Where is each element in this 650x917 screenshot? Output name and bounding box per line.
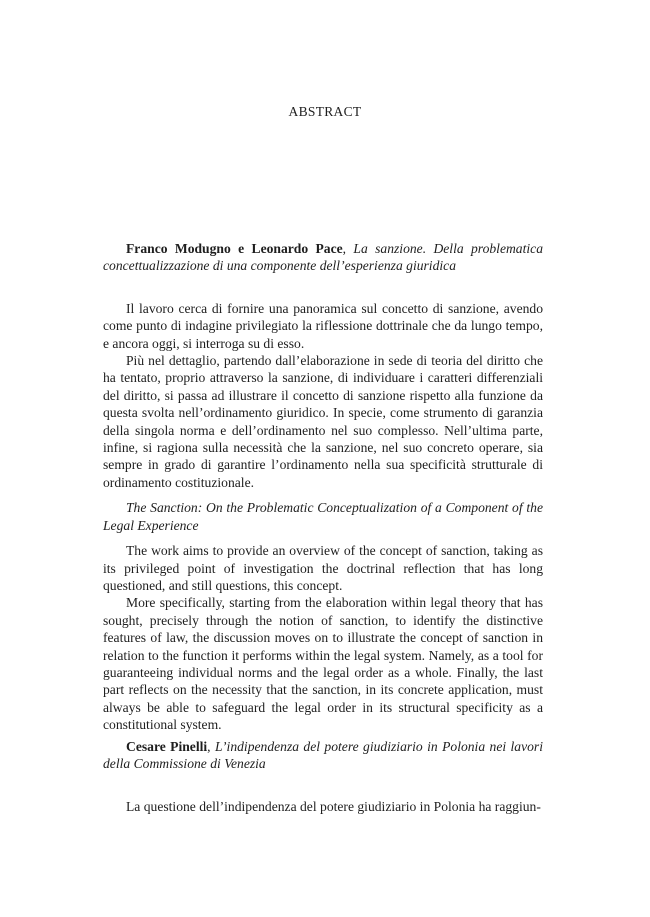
english-paragraph: More specifically, starting from the elaboration within legal theory that has sought, precisely through the notion of sanction, to identify the distinctive features of law, the discussion moves on to illustrate the concept of sanction in relation to the function it performs within the legal system. Namely, as a tool for guaranteeing individual norms and the legal order as a whole. Finally, the last part reflects on the necessity that the sanction, in its concrete application, must always be able to safeguard the legal order in its structural specificity as a constitutional system.	[103, 595, 543, 733]
spacer	[103, 773, 543, 790]
spacer	[103, 292, 543, 300]
entry-work-title: L’indipendenza del potere giudiziario in Polonia nei lavori della Commissione di Venezia	[103, 739, 544, 772]
entry-authors: Cesare Pinelli	[126, 739, 208, 754]
italian-paragraph: La questione dell’indipendenza del potere giudiziario in Polonia ha raggiun-	[126, 798, 541, 814]
page-heading: ABSTRACT	[288, 104, 362, 119]
entry-title-line	[103, 738, 543, 773]
spacer	[103, 790, 543, 798]
italian-paragraph: Più nel dettaglio, partendo dall’elaborazione in sede di teoria del diritto che ha tentato, proprio attraverso la sanzione, di individuare i caratteri differenziali del diritto, si passa ad illustrare il concetto di sanzione rispetto alla funzione da questa svolta nell’ordinamento giuridico. In specie, come strumento di garanzia della singola norma e dell’ordinamento nel suo complesso. Nell’ultima parte, infine, si ragiona sulla necessità che la sanzione, nel suo concreto operare, sia sempre in grado di garantire l’ordinamento nella sua specificità strutturale di ordinamento costituzionale.	[103, 353, 543, 490]
english-paragraph: The work aims to provide an overview of the concept of sanction, taking as its privileged point of investigation the doctrinal reflection that has long questioned, and still questions, this concept.	[103, 543, 543, 593]
spacer	[103, 275, 543, 292]
spacer	[103, 491, 543, 499]
italian-paragraph: Il lavoro cerca di fornire una panoramica sul concetto di sanzione, avendo come punto di indagine privilegiato la riflessione dottrinale che da lungo tempo, e ancora oggi, si interroga su di esso.	[103, 300, 543, 351]
title-separator: ,	[342, 241, 354, 256]
entry-work-title: La sanzione. Della problematica concettualizzazione di una componente dell’esperienza giuridica	[103, 241, 543, 274]
abstract-entry-modugno-pace	[103, 240, 543, 734]
entry-title-line	[103, 240, 543, 275]
entry-authors: Franco Modugno e Leonardo Pace	[126, 241, 343, 256]
spacer	[103, 534, 543, 542]
english-title: The Sanction: On the Problematic Conceptualization of a Component of the Legal Experience	[103, 500, 543, 533]
title-separator: ,	[207, 739, 215, 754]
abstract-entry-pinelli	[103, 738, 543, 815]
